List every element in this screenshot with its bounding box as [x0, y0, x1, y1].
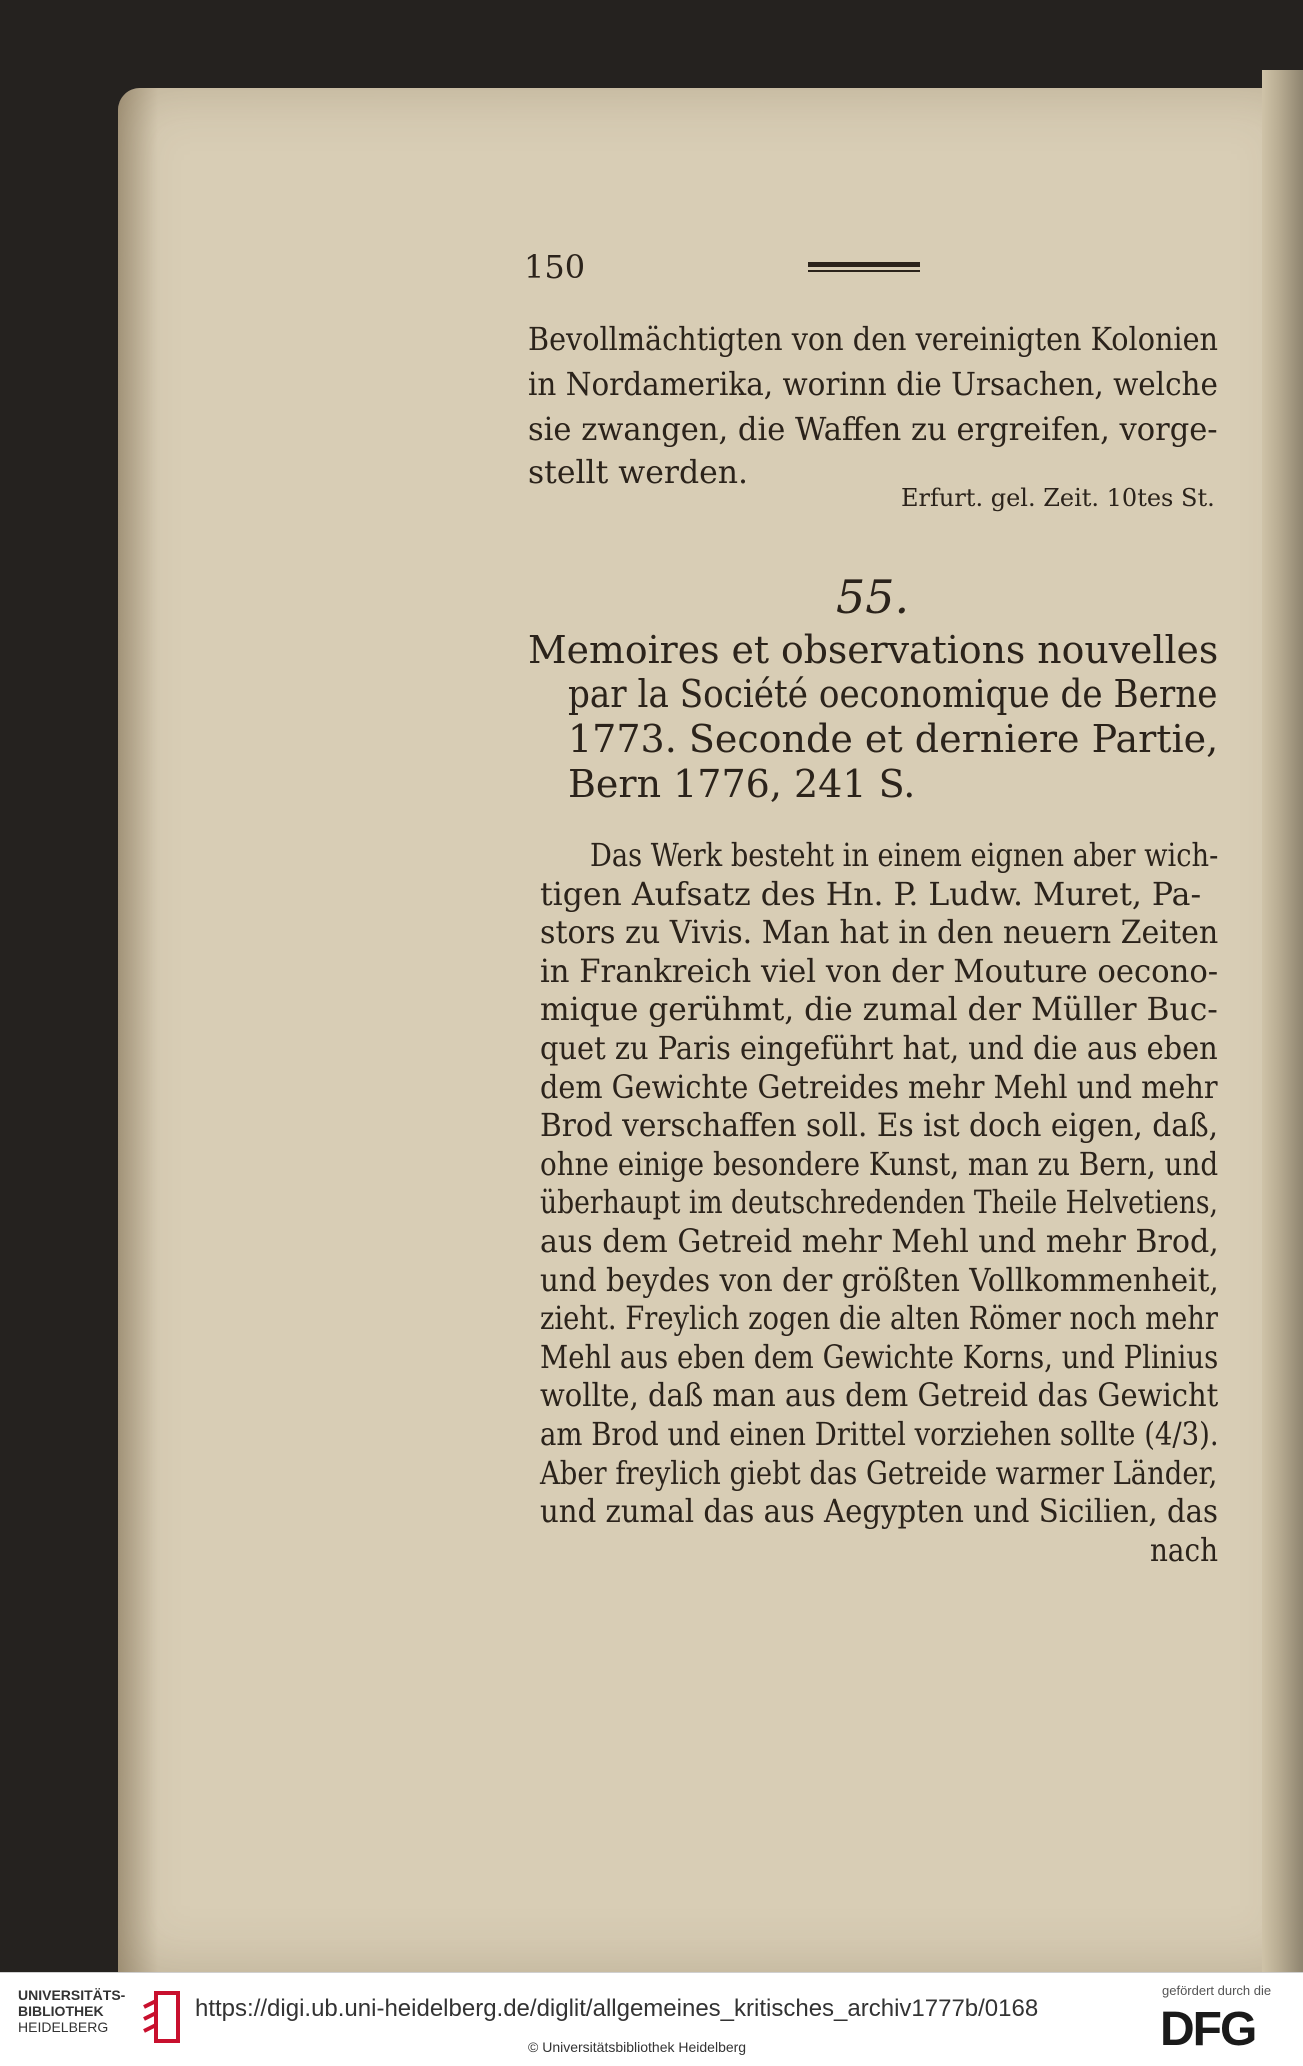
permalink-url[interactable]: https://digi.ub.uni-heidelberg.de/diglit/allgemeines_kritisches_archiv1777b/0168 [195, 1995, 1039, 2022]
title-line: Memoires et observations nouvelles [528, 628, 1219, 672]
dfg-logo-text: DFG [1160, 2003, 1256, 2053]
continuation-line: Bevollmächtigten von den vereinigten Kolonien [528, 322, 1219, 358]
catchword: nach [1150, 1533, 1218, 1569]
university-library-logo[interactable] [18, 1987, 218, 2053]
body-line: am Brod und einen Drittel vorziehen sollte (4/3). [540, 1417, 1219, 1453]
body-line: ohne einige besondere Kunst, man zu Bern, und [540, 1147, 1219, 1183]
title-line: par la Société oeconomique de Berne [568, 672, 1218, 716]
page-edge [1262, 70, 1303, 1972]
continuation-line: stellt werden. [528, 455, 749, 491]
body-line: zieht. Freylich zogen die alten Römer noch mehr [540, 1301, 1218, 1337]
library-name [18, 1987, 125, 2035]
continuation-line: sie zwangen, die Waffen zu ergreifen, vorge- [528, 412, 1218, 448]
funder-caption: gefördert durch die [1162, 1983, 1272, 1998]
dfg-logo [1160, 2001, 1286, 2053]
body-line: Mehl aus eben dem Gewichte Korns, und Plinius [540, 1340, 1219, 1376]
body-line: mique gerühmt, die zumal der Müller Buc- [540, 992, 1218, 1028]
page-number: 150 [524, 248, 586, 286]
library-name-line: UNIVERSITÄTS- [18, 1987, 126, 2003]
page-gutter-shadow [118, 88, 158, 1972]
body-line: dem Gewichte Getreides mehr Mehl und mehr [540, 1070, 1218, 1106]
library-name-line: HEIDELBERG [18, 2019, 109, 2035]
body-line: stors zu Vivis. Man hat in den neuern Zeiten [540, 915, 1219, 951]
header-rule [808, 262, 920, 272]
title-line: 1773. Seconde et derniere Partie, [568, 717, 1219, 761]
body-line: und zumal das aus Aegypten und Sicilien, das [540, 1494, 1219, 1530]
title-line: Bern 1776, 241 S. [568, 762, 916, 806]
copyright-notice: © Universitätsbibliothek Heidelberg [528, 2039, 747, 2055]
source-reference: Erfurt. gel. Zeit. 10tes St. [901, 484, 1215, 512]
article-number: 55. [836, 570, 910, 624]
body-line: tigen Aufsatz des Hn. P. Ludw. Muret, Pa- [540, 877, 1202, 913]
body-line: Aber freylich giebt das Getreide warmer Länder, [540, 1456, 1218, 1492]
body-line: in Frankreich viel von der Mouture oecono- [540, 954, 1219, 990]
body-line: aus dem Getreid mehr Mehl und mehr Brod, [540, 1224, 1219, 1260]
body-line: Das Werk besteht in einem eignen aber wich- [590, 838, 1219, 874]
footer-bar [0, 1972, 1303, 2066]
body-line: und beydes von der größten Vollkommenheit, [540, 1263, 1219, 1299]
ub-emblem-icon [130, 1989, 200, 2049]
body-line: quet zu Paris eingeführt hat, und die aus eben [540, 1031, 1218, 1067]
continuation-line: in Nordamerika, worinn die Ursachen, welche [528, 367, 1218, 403]
body-line: überhaupt im deutschredenden Theile Helvetiens, [540, 1185, 1218, 1221]
body-line: wollte, daß man aus dem Getreid das Gewicht [540, 1378, 1219, 1414]
body-line: Brod verschaffen soll. Es ist doch eigen, daß, [540, 1108, 1219, 1144]
library-name-line: BIBLIOTHEK [18, 2003, 104, 2019]
